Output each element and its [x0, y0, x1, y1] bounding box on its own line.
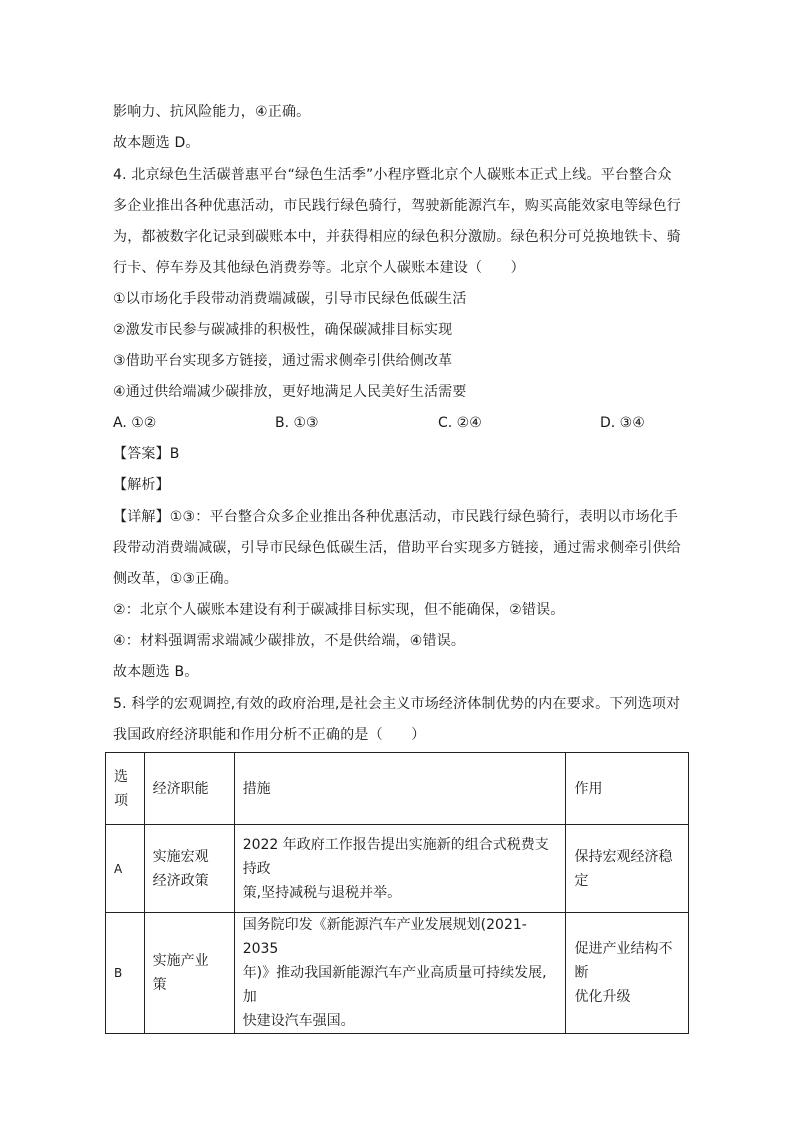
statement-4: ④通过供给端减少碳排放，更好地满足人民美好生活需要 — [113, 384, 467, 400]
statement-3: ③借助平台实现多方链接，通过需求侧牵引供给侧改革 — [113, 353, 453, 369]
row-measure-cell: 国务院印发《新能源汽车产业发展规划(2021-2035 年)》推动我国新能源汽车产业高质量可持续发展,加 快建设汽车强国。 — [234, 913, 566, 1034]
table-row — [106, 913, 689, 1034]
detail-text: 侧改革，①③正确。 — [113, 571, 238, 587]
statement-2: ②激发市民参与碳减排的积极性，确保碳减排目标实现 — [113, 322, 453, 338]
row-measure-cell: 2022 年政府工作报告提出实施新的组合式税费支持政 策,坚持减税与退税并举。 — [234, 825, 566, 913]
question-5-stem: 5. 科学的宏观调控,有效的政府治理,是社会主义市场经济体制优势的内在要求。下列选项对 — [113, 696, 681, 712]
analysis-label: 【解析】 — [113, 477, 170, 493]
question-4-stem: 4. 北京绿色生活碳普惠平台“绿色生活季”小程序暨北京个人碳账本正式上线。平台整合众 — [113, 167, 672, 183]
option-c: C. ②④ — [438, 415, 482, 431]
row-function-cell: 实施宏观 经济政策 — [144, 825, 234, 913]
conclusion-text: 故本题选 B。 — [113, 664, 199, 680]
option-a: A. ①② — [113, 415, 157, 431]
question-5-stem: 我国政府经济职能和作用分析不正确的是（ ） — [113, 727, 426, 743]
question-4-stem: 行卡、停车券及其他绿色消费券等。北京个人碳账本建设（ ） — [113, 260, 525, 276]
table-row — [106, 825, 689, 913]
text-line: 影响力、抗风险能力，④正确。 — [113, 104, 311, 120]
row-option-label: A — [106, 825, 145, 913]
question-5-table — [105, 752, 689, 1034]
option-b: B. ①③ — [275, 415, 319, 431]
statement-1: ①以市场化手段带动消费端减碳，引导市民绿色低碳生活 — [113, 291, 467, 307]
detail-text: ④：材料强调需求端减少碳排放，不是供给端，④错误。 — [113, 633, 466, 649]
row-effect-cell: 保持宏观经济稳定 — [566, 825, 689, 913]
row-function-cell: 实施产业 策 — [144, 913, 234, 1034]
answer-label: 【答案】B — [113, 446, 180, 462]
detail-text: ②：北京个人碳账本建设有利于碳减排目标实现，但不能确保，②错误。 — [113, 602, 565, 618]
header-cell-option: 选 项 — [106, 753, 145, 825]
row-option-label: B — [106, 913, 145, 1034]
detail-text: 【详解】①③：平台整合众多企业推出各种优惠活动，市民践行绿色骑行，表明以市场化手 — [113, 509, 679, 525]
header-cell-function: 经济职能 — [144, 753, 234, 825]
text-line: 故本题选 D。 — [113, 135, 200, 151]
question-4-stem: 多企业推出各种优惠活动，市民践行绿色骑行，驾驶新能源汽车，购买高能效家电等绿色行 — [113, 198, 681, 214]
row-effect-cell: 促进产业结构不断 优化升级 — [566, 913, 689, 1034]
question-4-stem: 为，都被数字化记录到碳账本中，并获得相应的绿色积分激励。绿色积分可兑换地铁卡、骑 — [113, 229, 681, 245]
header-cell-measure: 措施 — [234, 753, 566, 825]
table-header-row — [106, 753, 689, 825]
option-d: D. ③④ — [600, 415, 645, 431]
header-cell-effect: 作用 — [566, 753, 689, 825]
detail-text: 段带动消费端减碳，引导市民绿色低碳生活，借助平台实现多方链接，通过需求侧牵引供给 — [113, 540, 681, 556]
